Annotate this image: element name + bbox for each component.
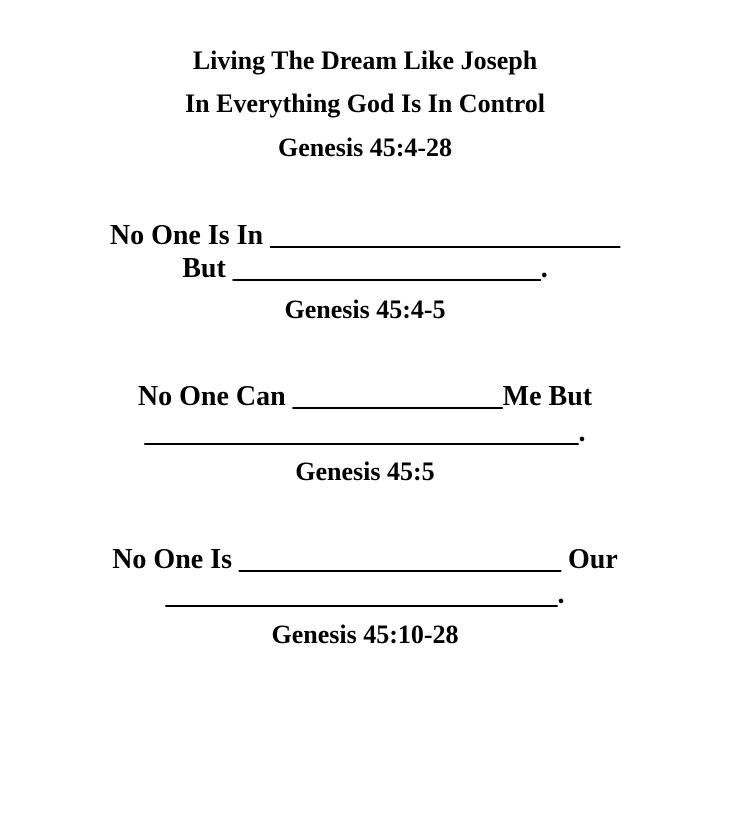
point-1-reference: Genesis 45:4-5 [284,295,446,324]
point-3-reference: Genesis 45:10-28 [271,620,459,649]
main-scripture-reference: Genesis 45:4-28 [277,133,453,162]
point-2-reference: Genesis 45:5 [295,457,435,486]
point-3-line-2: ____________________________. [165,579,565,610]
point-2-line-2: _______________________________. [144,417,586,448]
page-title: Living The Dream Like Joseph [192,46,538,75]
point-1-line-2: But ______________________. [182,253,548,284]
point-2-line-1: No One Can _______________Me But [137,381,593,412]
point-1-line-1: No One Is In _________________________ [109,220,621,251]
page-subtitle: In Everything God Is In Control [185,89,545,118]
point-3-line-1: No One Is _______________________ Our [112,544,618,575]
